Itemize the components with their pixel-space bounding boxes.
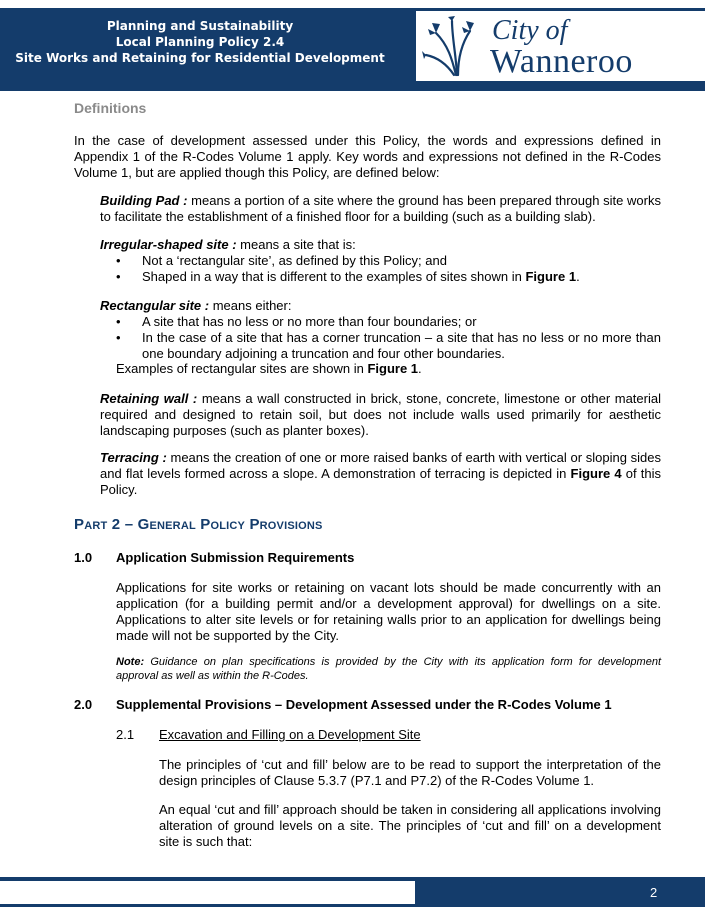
city-logo <box>416 11 705 81</box>
text-line: The principles of ‘cut and fill’ below are to be read to support the interpretation of the <box>159 757 661 772</box>
submission-note: Note: Guidance on plan specifications is provided by the City with its application form for development approval as well as within the R-Codes. <box>116 656 661 682</box>
rectangular-examples-note: Examples of rectangular sites are shown in Figure 1. <box>116 361 422 376</box>
logo-wanneroo: Wanneroo <box>490 43 633 80</box>
note-label: Note: <box>116 656 145 668</box>
logo-city-of: City of <box>492 15 568 46</box>
bullet-icon: • <box>116 314 121 329</box>
header-policy-title: Site Works and Retaining for Residential Development <box>15 51 385 65</box>
footer-bottom-rule <box>0 904 705 907</box>
subsection-title: Excavation and Filling on a Development Site <box>159 727 421 742</box>
section-1-paragraph <box>116 580 661 644</box>
text-line: required and designed to retain soil, but does not include walls used primarily for aesthetic <box>100 407 661 422</box>
definition-terracing: Terracing : means the creation of one or more raised banks of earth with vertical or sloping sides and flat levels formed across a slope. A demonstration of terracing is depicted in Figure 4 of this Policy. <box>100 450 662 497</box>
text-line: Volume 1, but are applied though this Policy, are defined below: <box>74 165 440 180</box>
text-line: An equal ‘cut and fill’ approach should be taken in considering all applications involving <box>159 802 661 817</box>
text-line: means either: <box>209 298 292 313</box>
text-line: application (for a building permit and/or a development approval) for dwellings on a site. <box>116 596 661 611</box>
subsection-number: 2.1 <box>116 727 135 742</box>
section-title: Application Submission Requirements <box>116 550 355 565</box>
header-department: Planning and Sustainability <box>106 19 294 33</box>
text-line: site is such that: <box>159 834 253 849</box>
text-line: design principles of Clause 5.3.7 (P7.1 and P7.2) of the R-Codes Volume 1. <box>159 773 595 788</box>
term-label: Building Pad : <box>100 193 188 208</box>
section-number: 2.0 <box>74 697 93 712</box>
definitions-heading: Definitions <box>74 100 147 116</box>
bullet-icon: • <box>116 330 121 345</box>
header-title <box>0 18 400 66</box>
definitions-intro <box>74 133 661 181</box>
header-policy-number: Local Planning Policy 2.4 <box>115 35 285 49</box>
cut-fill-paragraph-2 <box>159 802 661 850</box>
definition-rectangular-site <box>100 298 661 314</box>
bullet-icon: • <box>116 269 121 284</box>
text-line: alteration of ground levels on a site. The principles of ‘cut and fill’ on a development <box>159 818 661 833</box>
list-item: A site that has no less or no more than four boundaries; or <box>142 314 477 329</box>
text-line: In the case of development assessed under this Policy, the words and expressions defined in <box>74 133 661 148</box>
text-line: means a site that is: <box>236 237 356 252</box>
definition-building-pad <box>100 193 661 225</box>
section-number: 1.0 <box>74 550 93 565</box>
cut-fill-paragraph-1 <box>159 757 661 789</box>
definition-irregular-site <box>100 237 661 253</box>
list-item: Shaped in a way that is different to the examples of sites shown in Figure 1. <box>142 269 580 284</box>
text-line: made will not be supported by the City. <box>116 628 340 643</box>
term-label: Retaining wall : <box>100 391 198 406</box>
definition-retaining-wall: Retaining wall : means a wall constructed in brick, stone, concrete, limestone or other material required and designed to retain soil, but does not include walls used primarily for aesthetic landscaping purposes (such as planter boxes). <box>100 391 661 438</box>
text-line: Policy. <box>100 482 138 497</box>
text-line: Appendix 1 of the R-Codes Volume 1 apply. Key words and expressions not defined in the R-Codes <box>74 149 661 164</box>
term-label: Irregular-shaped site : <box>100 237 237 252</box>
section-title: Supplemental Provisions – Development Assessed under the R-Codes Volume 1 <box>116 697 612 712</box>
text-line: Applications for site works or retaining on vacant lots should be made concurrently with an <box>116 580 661 595</box>
text-line: means a portion of a site where the ground has been prepared through site works <box>187 193 661 208</box>
kangaroo-paw-icon <box>422 15 474 77</box>
text-line: to facilitate the establishment of a finished floor for a building (such as a building slab). <box>100 209 596 224</box>
list-item: Not a ‘rectangular site’, as defined by this Policy; and <box>142 253 447 268</box>
text-line: Applications to alter site levels or for retaining walls prior to an application for dwellings being <box>116 612 661 627</box>
text-line: landscaping purposes (such as planter boxes). <box>100 423 369 438</box>
term-label: Rectangular site : <box>100 298 210 313</box>
list-item: In the case of a site that has a corner truncation – a site that has no less or no more than one boundary adjoining a truncation and four other boundaries. <box>142 330 661 361</box>
term-label: Terracing : <box>100 450 167 465</box>
bullet-icon: • <box>116 253 121 268</box>
part-2-heading: Part 2 – General Policy Provisions <box>74 516 323 533</box>
page-number: 2 <box>650 885 658 900</box>
